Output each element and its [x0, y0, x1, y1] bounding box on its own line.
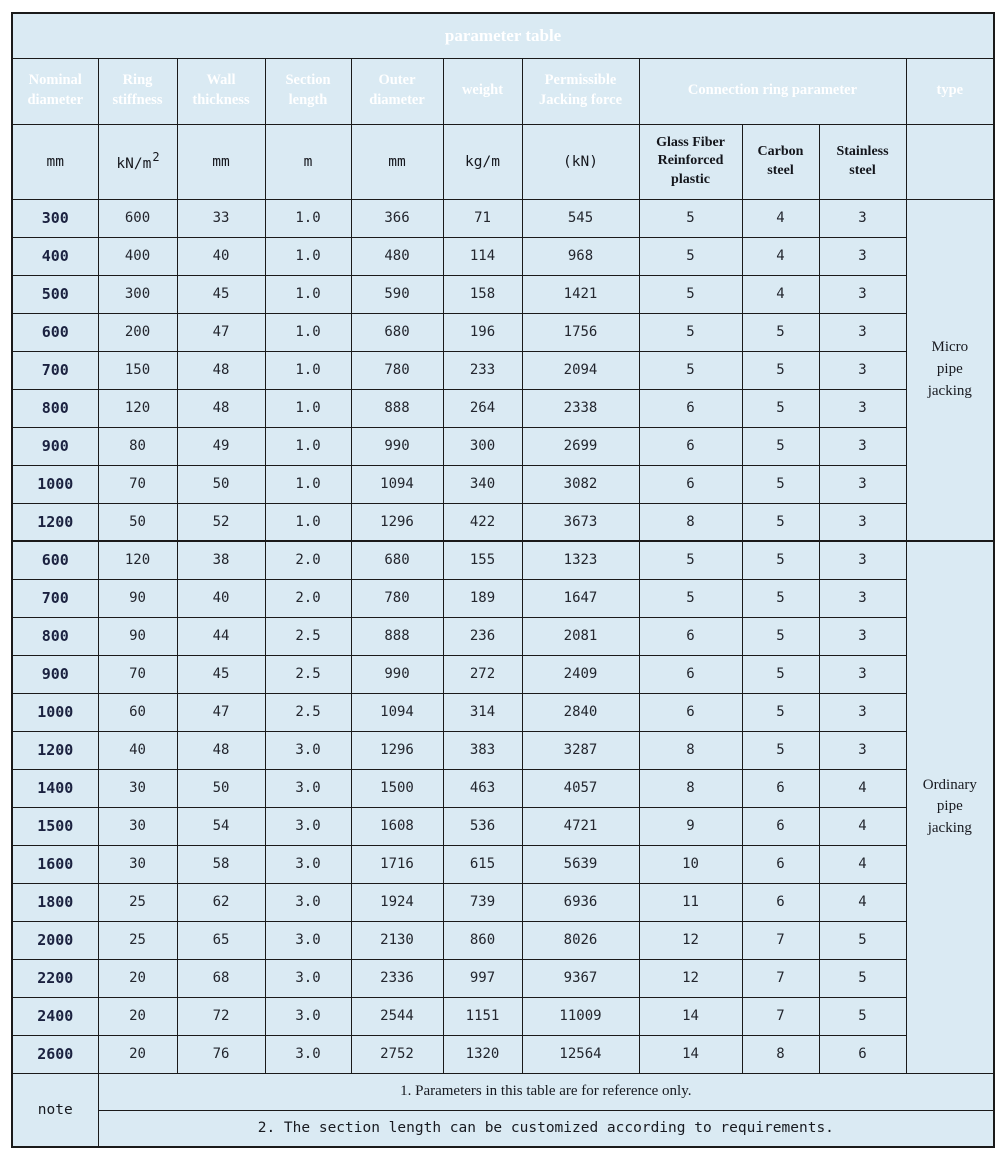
table-cell: 4 [742, 275, 819, 313]
table-cell: 71 [443, 199, 522, 237]
table-cell: 68 [177, 959, 265, 997]
table-cell: 25 [98, 921, 177, 959]
table-cell: 3 [819, 465, 906, 503]
table-cell: 300 [98, 275, 177, 313]
table-cell: 1.0 [265, 275, 351, 313]
table-cell: 1296 [351, 503, 443, 541]
table-cell: 8 [639, 769, 742, 807]
table-cell: 3.0 [265, 769, 351, 807]
table-cell: 5 [742, 389, 819, 427]
table-cell: 590 [351, 275, 443, 313]
table-cell: 5639 [522, 845, 639, 883]
table-cell: 30 [98, 769, 177, 807]
table-cell: 536 [443, 807, 522, 845]
note-label: note [12, 1073, 98, 1147]
table-cell: 6 [819, 1035, 906, 1073]
table-cell: 5 [742, 731, 819, 769]
table-row [12, 541, 994, 579]
col-header-weight: weight [443, 58, 522, 124]
table-cell: 9367 [522, 959, 639, 997]
table-cell: 40 [177, 237, 265, 275]
table-cell: 6 [742, 845, 819, 883]
table-cell: 70 [98, 655, 177, 693]
table-cell: 72 [177, 997, 265, 1035]
table-cell: 6 [742, 769, 819, 807]
table-row [12, 237, 994, 275]
table-cell: 3 [819, 579, 906, 617]
table-cell: 6 [639, 465, 742, 503]
table-cell: 8 [639, 503, 742, 541]
table-cell: 5 [819, 959, 906, 997]
table-cell: 2336 [351, 959, 443, 997]
table-cell: 3082 [522, 465, 639, 503]
parameter-table [11, 12, 995, 1148]
table-cell: 76 [177, 1035, 265, 1073]
table-row [12, 731, 994, 769]
table-cell: 5 [742, 465, 819, 503]
table-cell: 1.0 [265, 237, 351, 275]
table-row [12, 845, 994, 883]
table-cell: 3.0 [265, 1035, 351, 1073]
table-cell: 4 [819, 769, 906, 807]
table-cell: 114 [443, 237, 522, 275]
table-cell: 1608 [351, 807, 443, 845]
table-cell: 90 [98, 617, 177, 655]
table-cell: 1.0 [265, 503, 351, 541]
table-cell: 48 [177, 389, 265, 427]
table-cell: 997 [443, 959, 522, 997]
table-cell: 780 [351, 579, 443, 617]
note-row-2 [12, 1110, 994, 1147]
table-cell: 189 [443, 579, 522, 617]
cell-nominal-diameter: 1000 [12, 465, 98, 503]
table-cell: 8 [742, 1035, 819, 1073]
table-cell: 1.0 [265, 389, 351, 427]
table-cell: 5 [742, 617, 819, 655]
cell-nominal-diameter: 1500 [12, 807, 98, 845]
table-cell: 20 [98, 997, 177, 1035]
table-cell: 990 [351, 427, 443, 465]
cell-nominal-diameter: 1200 [12, 731, 98, 769]
table-row [12, 389, 994, 427]
table-cell: 6 [639, 427, 742, 465]
table-cell: 3 [819, 731, 906, 769]
table-cell: 888 [351, 617, 443, 655]
table-cell: 5 [742, 655, 819, 693]
cell-nominal-diameter: 400 [12, 237, 98, 275]
table-cell: 5 [742, 503, 819, 541]
table-cell: 5 [742, 579, 819, 617]
table-cell: 8026 [522, 921, 639, 959]
table-cell: 90 [98, 579, 177, 617]
table-cell: 1094 [351, 693, 443, 731]
table-cell: 600 [98, 199, 177, 237]
table-cell: 45 [177, 275, 265, 313]
col-header-connection-ring: Connection ring parameter [639, 58, 906, 124]
table-cell: 3 [819, 427, 906, 465]
table-cell: 33 [177, 199, 265, 237]
table-cell: 5 [742, 427, 819, 465]
table-cell: 9 [639, 807, 742, 845]
table-cell: 5 [819, 921, 906, 959]
table-cell: 25 [98, 883, 177, 921]
table-cell: 888 [351, 389, 443, 427]
note-item-2: 2. The section length can be customized according to requirements. [98, 1110, 994, 1147]
table-cell: 47 [177, 313, 265, 351]
table-row [12, 693, 994, 731]
table-row [12, 921, 994, 959]
table-cell: 5 [639, 199, 742, 237]
table-cell: 400 [98, 237, 177, 275]
cell-nominal-diameter: 1200 [12, 503, 98, 541]
table-cell: 545 [522, 199, 639, 237]
table-cell: 11009 [522, 997, 639, 1035]
table-cell: 14 [639, 997, 742, 1035]
table-cell: 680 [351, 313, 443, 351]
table-cell: 3.0 [265, 883, 351, 921]
table-cell: 6 [639, 693, 742, 731]
table-row [12, 427, 994, 465]
table-cell: 233 [443, 351, 522, 389]
table-cell: 120 [98, 541, 177, 579]
table-cell: 58 [177, 845, 265, 883]
table-cell: 5 [742, 351, 819, 389]
table-cell: 1924 [351, 883, 443, 921]
table-cell: 463 [443, 769, 522, 807]
table-cell: 1320 [443, 1035, 522, 1073]
table-cell: 1647 [522, 579, 639, 617]
table-cell: 3 [819, 617, 906, 655]
table-cell: 12564 [522, 1035, 639, 1073]
table-cell: 860 [443, 921, 522, 959]
table-cell: 6936 [522, 883, 639, 921]
table-cell: 2.0 [265, 579, 351, 617]
table-cell: 340 [443, 465, 522, 503]
table-cell: 80 [98, 427, 177, 465]
table-cell: 155 [443, 541, 522, 579]
table-cell: 50 [98, 503, 177, 541]
note-item-1: 1. Parameters in this table are for reference only. [98, 1073, 994, 1110]
table-cell: 20 [98, 959, 177, 997]
table-cell: 49 [177, 427, 265, 465]
table-cell: 3.0 [265, 731, 351, 769]
cell-nominal-diameter: 2600 [12, 1035, 98, 1073]
table-cell: 2.0 [265, 541, 351, 579]
cell-nominal-diameter: 1600 [12, 845, 98, 883]
table-cell: 1421 [522, 275, 639, 313]
table-cell: 4 [742, 237, 819, 275]
table-row [12, 959, 994, 997]
col-header-wall-thickness: Wall thickness [177, 58, 265, 124]
table-cell: 10 [639, 845, 742, 883]
table-cell: 1296 [351, 731, 443, 769]
table-cell: 615 [443, 845, 522, 883]
table-cell: 48 [177, 731, 265, 769]
table-row [12, 807, 994, 845]
table-cell: 40 [98, 731, 177, 769]
table-cell: 54 [177, 807, 265, 845]
table-cell: 30 [98, 807, 177, 845]
table-cell: 3 [819, 351, 906, 389]
table-cell: 12 [639, 959, 742, 997]
table-row [12, 351, 994, 389]
table-cell: 3287 [522, 731, 639, 769]
type-cell: Micro pipe jacking [906, 199, 994, 541]
table-cell: 50 [177, 769, 265, 807]
table-cell: 300 [443, 427, 522, 465]
table-cell: 2081 [522, 617, 639, 655]
table-row [12, 465, 994, 503]
table-body [12, 199, 994, 1073]
table-cell: 383 [443, 731, 522, 769]
table-cell: 40 [177, 579, 265, 617]
table-cell: 60 [98, 693, 177, 731]
table-cell: 4 [819, 807, 906, 845]
table-cell: 6 [639, 389, 742, 427]
title-row [12, 13, 994, 58]
col-header-nominal-diameter: Nominal diameter [12, 58, 98, 124]
table-cell: 7 [742, 997, 819, 1035]
table-cell: 2544 [351, 997, 443, 1035]
cell-nominal-diameter: 300 [12, 199, 98, 237]
header-row [12, 58, 994, 124]
unit-jacking-force: (kN) [522, 124, 639, 199]
unit-ring-stiffness: $kN/m^2$ [98, 124, 177, 199]
table-cell: 6 [639, 655, 742, 693]
table-row [12, 579, 994, 617]
cell-nominal-diameter: 700 [12, 351, 98, 389]
table-cell: 5 [639, 541, 742, 579]
table-cell: 3.0 [265, 845, 351, 883]
table-cell: 1716 [351, 845, 443, 883]
cell-nominal-diameter: 600 [12, 313, 98, 351]
unit-outer-diameter: mm [351, 124, 443, 199]
table-cell: 272 [443, 655, 522, 693]
table-cell: 3673 [522, 503, 639, 541]
table-cell: 3 [819, 199, 906, 237]
unit-nominal-diameter: mm [12, 124, 98, 199]
superscript-2: 2 [152, 149, 160, 164]
table-cell: 6 [742, 807, 819, 845]
table-cell: 422 [443, 503, 522, 541]
table-cell: 3.0 [265, 921, 351, 959]
table-title: parameter table [12, 13, 994, 58]
table-cell: 5 [742, 313, 819, 351]
table-cell: 200 [98, 313, 177, 351]
col-header-jacking-force: Permissible Jacking force [522, 58, 639, 124]
cell-nominal-diameter: 900 [12, 427, 98, 465]
table-cell: 1.0 [265, 465, 351, 503]
table-cell: 2.5 [265, 693, 351, 731]
table-cell: 3 [819, 313, 906, 351]
col-header-type: type [906, 58, 994, 124]
table-cell: 1756 [522, 313, 639, 351]
table-cell: 480 [351, 237, 443, 275]
unit-weight: kg/m [443, 124, 522, 199]
cell-nominal-diameter: 800 [12, 617, 98, 655]
table-cell: 2840 [522, 693, 639, 731]
table-cell: 14 [639, 1035, 742, 1073]
table-cell: 1500 [351, 769, 443, 807]
table-cell: 20 [98, 1035, 177, 1073]
table-cell: 120 [98, 389, 177, 427]
table-cell: 780 [351, 351, 443, 389]
units-row [12, 124, 994, 199]
table-cell: 65 [177, 921, 265, 959]
table-cell: 4721 [522, 807, 639, 845]
table-cell: 38 [177, 541, 265, 579]
table-cell: 680 [351, 541, 443, 579]
table-cell: 8 [639, 731, 742, 769]
table-cell: 236 [443, 617, 522, 655]
table-cell: 5 [639, 579, 742, 617]
table-cell: 3.0 [265, 959, 351, 997]
table-cell: 2752 [351, 1035, 443, 1073]
table-cell: 45 [177, 655, 265, 693]
cell-nominal-diameter: 1400 [12, 769, 98, 807]
cell-nominal-diameter: 1800 [12, 883, 98, 921]
table-cell: 70 [98, 465, 177, 503]
table-cell: 2130 [351, 921, 443, 959]
table-cell: 196 [443, 313, 522, 351]
table-cell: 3 [819, 389, 906, 427]
table-cell: 314 [443, 693, 522, 731]
cell-nominal-diameter: 800 [12, 389, 98, 427]
table-cell: 50 [177, 465, 265, 503]
table-cell: 2699 [522, 427, 639, 465]
table-row [12, 313, 994, 351]
table-cell: 2338 [522, 389, 639, 427]
table-cell: 3 [819, 275, 906, 313]
cell-nominal-diameter: 2200 [12, 959, 98, 997]
table-cell: 48 [177, 351, 265, 389]
subcol-header-carbon-steel: Carbon steel [742, 124, 819, 199]
table-cell: 11 [639, 883, 742, 921]
table-cell: 1323 [522, 541, 639, 579]
cell-nominal-diameter: 2000 [12, 921, 98, 959]
cell-nominal-diameter: 600 [12, 541, 98, 579]
table-cell: 2409 [522, 655, 639, 693]
table-row [12, 655, 994, 693]
table-cell: 366 [351, 199, 443, 237]
table-cell: 5 [639, 275, 742, 313]
table-cell: 3 [819, 541, 906, 579]
table-cell: 264 [443, 389, 522, 427]
table-cell: 5 [742, 541, 819, 579]
table-row [12, 997, 994, 1035]
table-cell: 44 [177, 617, 265, 655]
table-cell: 5 [639, 351, 742, 389]
table-cell: 6 [742, 883, 819, 921]
col-header-ring-stiffness: Ring stiffness [98, 58, 177, 124]
table-cell: 2.5 [265, 655, 351, 693]
note-row-1 [12, 1073, 994, 1110]
table-cell: 968 [522, 237, 639, 275]
table-cell: 2094 [522, 351, 639, 389]
table-cell: 4 [819, 845, 906, 883]
table-cell: 1.0 [265, 313, 351, 351]
table-cell: 2.5 [265, 617, 351, 655]
table-cell: 3 [819, 237, 906, 275]
cell-nominal-diameter: 900 [12, 655, 98, 693]
unit-type-empty [906, 124, 994, 199]
cell-nominal-diameter: 700 [12, 579, 98, 617]
table-cell: 62 [177, 883, 265, 921]
table-cell: 4 [742, 199, 819, 237]
table-cell: 5 [639, 237, 742, 275]
table-row [12, 503, 994, 541]
table-cell: 1151 [443, 997, 522, 1035]
table-cell: 30 [98, 845, 177, 883]
table-cell: 4057 [522, 769, 639, 807]
table-cell: 6 [639, 617, 742, 655]
unit-wall-thickness: mm [177, 124, 265, 199]
table-cell: 7 [742, 959, 819, 997]
type-cell: Ordinary pipe jacking [906, 541, 994, 1073]
unit-section-length: m [265, 124, 351, 199]
table-cell: 1.0 [265, 427, 351, 465]
table-cell: 1.0 [265, 199, 351, 237]
table-cell: 739 [443, 883, 522, 921]
table-cell: 3 [819, 655, 906, 693]
table-cell: 4 [819, 883, 906, 921]
table-row [12, 769, 994, 807]
table-cell: 52 [177, 503, 265, 541]
table-cell: 47 [177, 693, 265, 731]
table-row [12, 617, 994, 655]
table-cell: 7 [742, 921, 819, 959]
table-cell: 3.0 [265, 997, 351, 1035]
col-header-outer-diameter: Outer diameter [351, 58, 443, 124]
table-cell: 5 [819, 997, 906, 1035]
col-header-section-length: Section length [265, 58, 351, 124]
table-cell: 3.0 [265, 807, 351, 845]
table-cell: 158 [443, 275, 522, 313]
table-cell: 3 [819, 693, 906, 731]
subcol-header-gfrp: Glass Fiber Reinforced plastic [639, 124, 742, 199]
subcol-header-stainless-steel: Stainless steel [819, 124, 906, 199]
table-row [12, 883, 994, 921]
table-cell: 5 [639, 313, 742, 351]
table-cell: 1.0 [265, 351, 351, 389]
table-row [12, 199, 994, 237]
cell-nominal-diameter: 500 [12, 275, 98, 313]
table-cell: 150 [98, 351, 177, 389]
cell-nominal-diameter: 2400 [12, 997, 98, 1035]
table-cell: 990 [351, 655, 443, 693]
table-cell: 1094 [351, 465, 443, 503]
table-cell: 5 [742, 693, 819, 731]
table-row [12, 275, 994, 313]
table-row [12, 1035, 994, 1073]
cell-nominal-diameter: 1000 [12, 693, 98, 731]
table-cell: 3 [819, 503, 906, 541]
table-cell: 12 [639, 921, 742, 959]
